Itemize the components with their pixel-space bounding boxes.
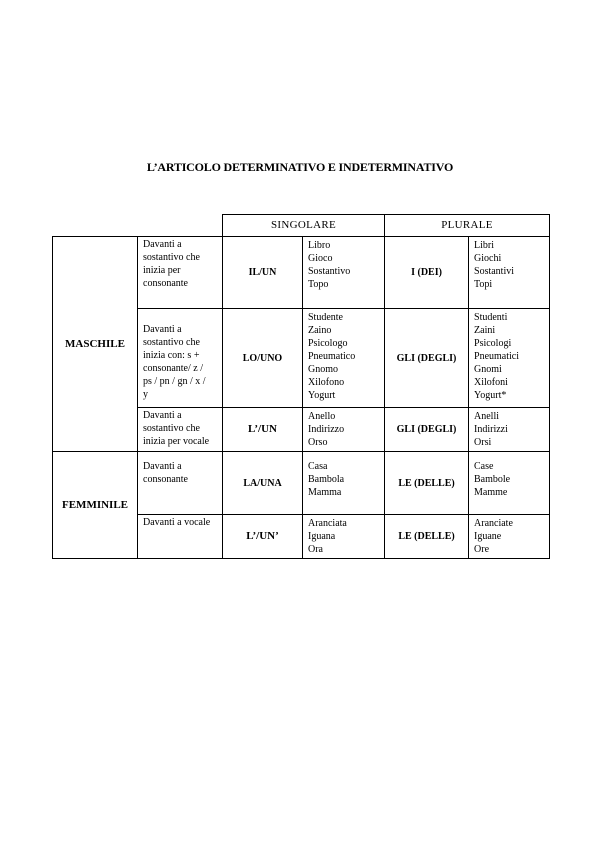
row-description: Davanti a vocale	[138, 515, 223, 559]
article-plural: GLI (DEGLI)	[385, 408, 469, 452]
row-description: Davanti a consonante	[138, 452, 223, 515]
words-singular: Studente Zaino Psicologo Pneumatico Gnomo Xilofono Yogurt	[303, 309, 385, 408]
words-singular: Aranciata Iguana Ora	[303, 515, 385, 559]
article-singular: LA/UNA	[223, 452, 303, 515]
article-singular: IL/UN	[223, 237, 303, 309]
words-plural: Aranciate Iguane Ore	[469, 515, 550, 559]
table-row	[53, 452, 550, 515]
article-singular: LO/UNO	[223, 309, 303, 408]
row-description: Davanti a sostantivo che inizia per consonante	[138, 237, 223, 309]
words-plural: Studenti Zaini Psicologi Pneumatici Gnomi Xilofoni Yogurt*	[469, 309, 550, 408]
document-title: L’ARTICOLO DETERMINATIVO E INDETERMINATIVO	[146, 160, 454, 174]
row-description: Davanti a sostantivo che inizia con: s + consonante/ z / ps / pn / gn / x / y	[138, 309, 223, 408]
articles-table	[52, 214, 550, 559]
words-plural: Anelli Indirizzi Orsi	[469, 408, 550, 452]
article-plural: GLI (DEGLI)	[385, 309, 469, 408]
article-plural: LE (DELLE)	[385, 452, 469, 515]
words-singular: Anello Indirizzo Orso	[303, 408, 385, 452]
article-singular: L’/UN’	[223, 515, 303, 559]
words-singular: Casa Bambola Mamma	[303, 452, 385, 515]
words-plural: Libri Giochi Sostantivi Topi	[469, 237, 550, 309]
gender-feminine: FEMMINILE	[53, 452, 138, 559]
blank-cell	[53, 215, 223, 237]
table-header-row	[53, 215, 550, 237]
article-plural: LE (DELLE)	[385, 515, 469, 559]
article-singular: L’/UN	[223, 408, 303, 452]
words-singular: Libro Gioco Sostantivo Topo	[303, 237, 385, 309]
table-row	[53, 237, 550, 309]
article-plural: I (DEI)	[385, 237, 469, 309]
header-plurale: PLURALE	[385, 215, 550, 237]
row-description: Davanti a sostantivo che inizia per vocale	[138, 408, 223, 452]
words-plural: Case Bambole Mamme	[469, 452, 550, 515]
gender-masculine: MASCHILE	[53, 237, 138, 452]
header-singolare: SINGOLARE	[223, 215, 385, 237]
